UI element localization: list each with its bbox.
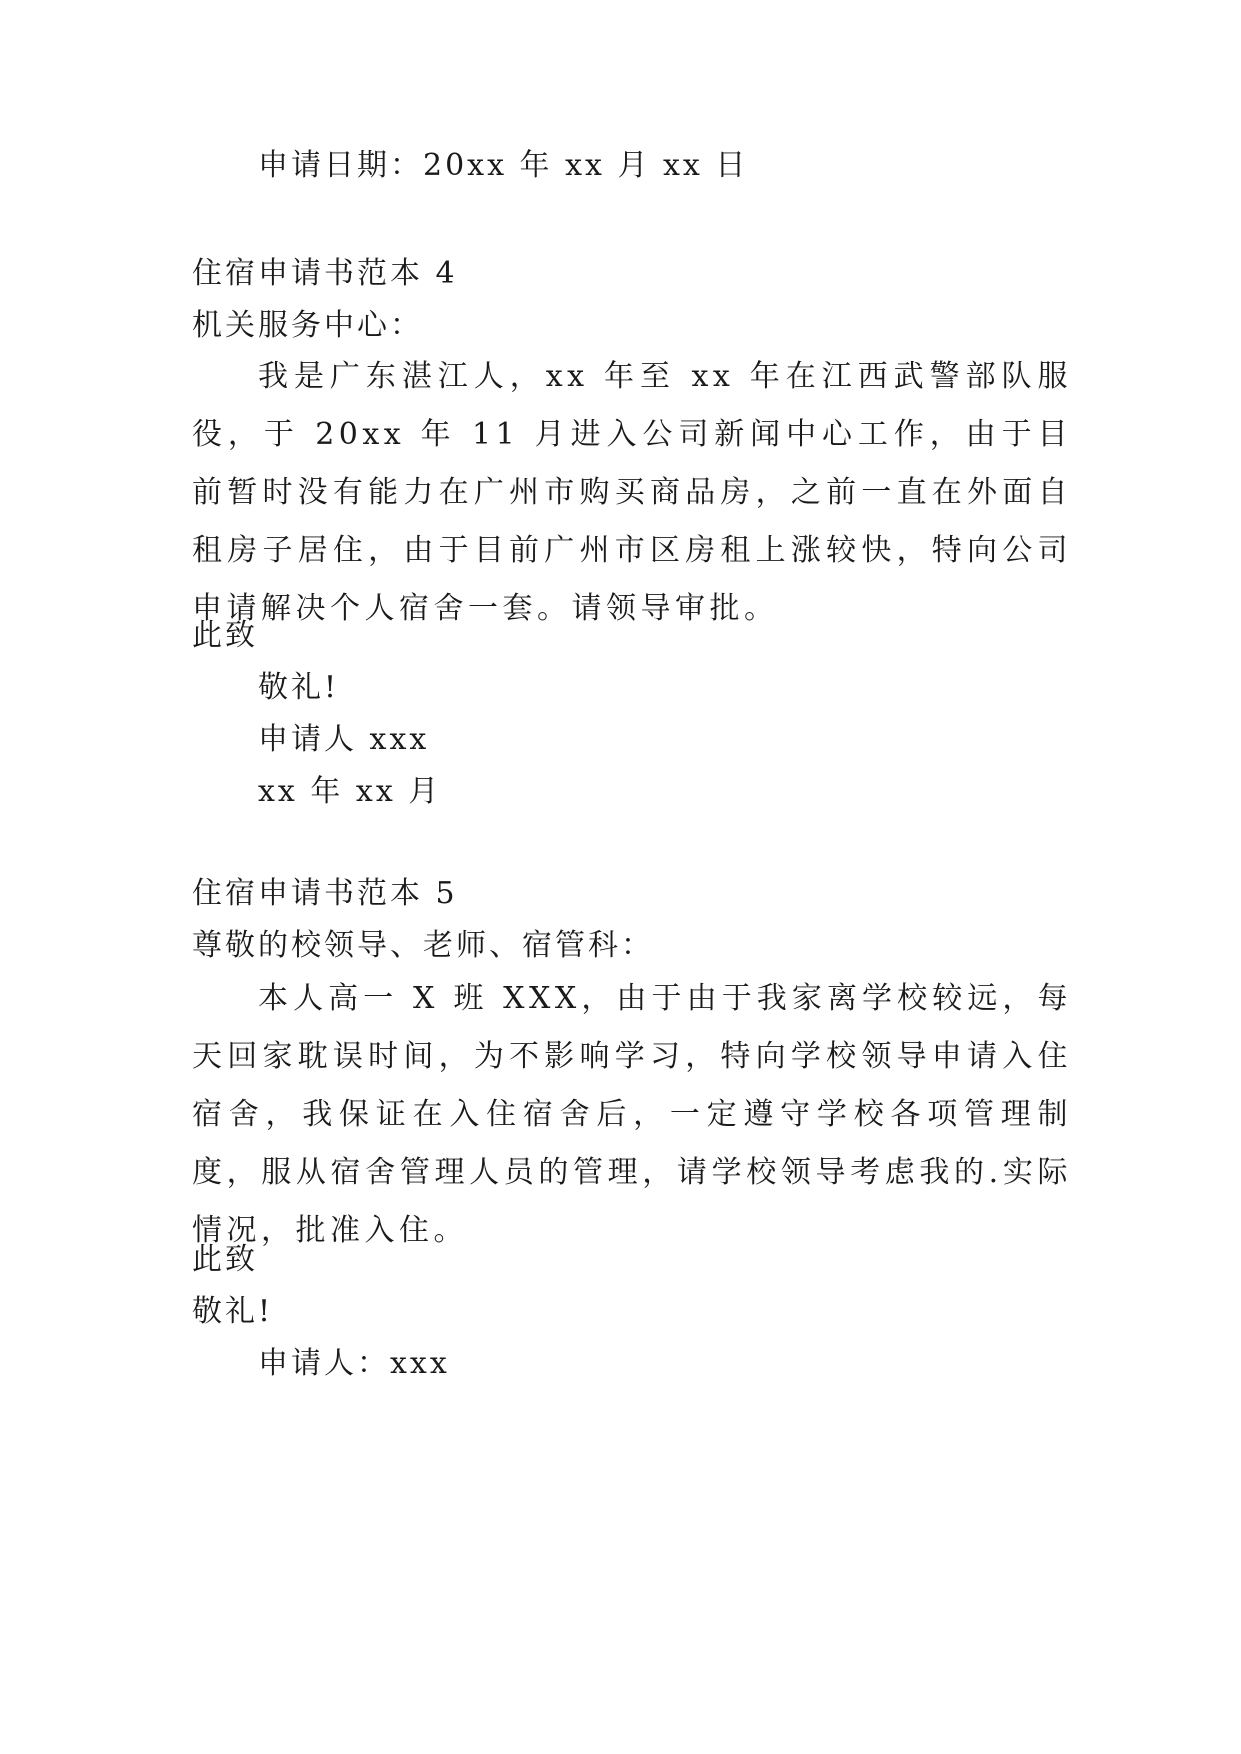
- sample4-title: 住宿申请书范本 4: [192, 256, 458, 291]
- sample4-closing-jingli: 敬礼!: [258, 670, 340, 705]
- sample4-date: xx 年 xx 月: [258, 774, 442, 809]
- sample5-closing-cizhi: 此致: [192, 1242, 258, 1277]
- sample4-body: 我是广东湛江人，xx 年至 xx 年在江西武警部队服役，于 20xx 年 11 月进入公司新闻中心工作，由于目前暂时没有能力在广州市购买商品房，之前一直在外面自租房子居住，由于目前广州市区房租上涨较快，特向公司申请解决个人宿舍一套。请领导审批。: [192, 359, 1072, 626]
- sample5-title: 住宿申请书范本 5: [192, 876, 458, 911]
- sample4-closing-cizhi: 此致: [192, 618, 258, 653]
- sample5-applicant: 申请人：xxx: [258, 1346, 450, 1381]
- application-date-line: 申请日期：20xx 年 xx 月 xx 日: [258, 148, 749, 183]
- sample5-salutation: 尊敬的校领导、老师、宿管科：: [192, 928, 654, 963]
- sample5-body: 本人高一 X 班 XXX，由于由于我家离学校较远，每天回家耽误时间，为不影响学习，特向学校领导申请入住宿舍，我保证在入住宿舍后，一定遵守学校各项管理制度，服从宿舍管理人员的管理，请学校领导考虑我的.实际情况，批准入住。: [192, 981, 1072, 1248]
- sample5-closing-jingli: 敬礼!: [192, 1294, 274, 1329]
- sample4-applicant: 申请人 xxx: [258, 722, 430, 757]
- sample4-salutation: 机关服务中心：: [192, 308, 423, 343]
